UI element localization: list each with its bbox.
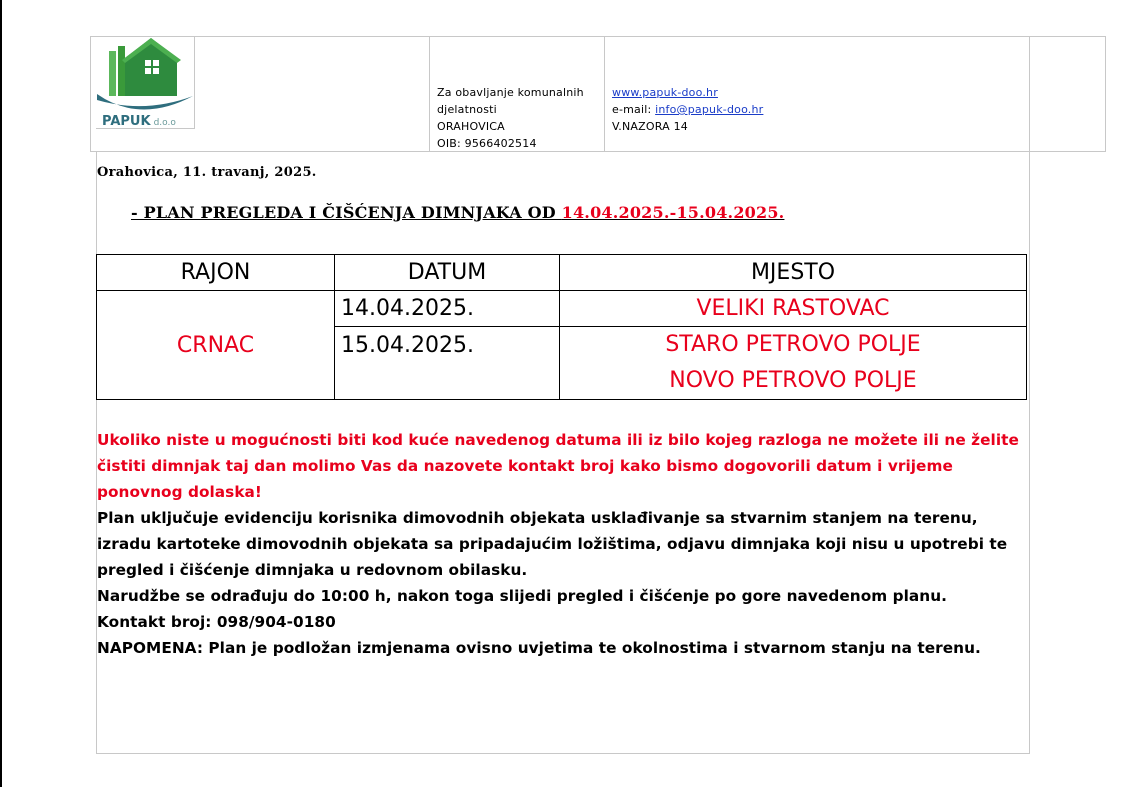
website-link[interactable]: www.papuk-doo.hr: [612, 86, 718, 99]
orders-paragraph: Narudžbe se odrađuju do 10:00 h, nakon toga slijedi pregled i čišćenje po gore navedenom planu.: [97, 587, 948, 605]
house-logo-icon: [95, 36, 195, 116]
company-logo: [95, 36, 195, 132]
warning-paragraph: Ukoliko niste u mogućnosti biti kod kuće navedenog datuma ili iz bilo kojeg razloga ne možete ili ne želite čistiti dimnjak taj dan molimo Vas da nazovete kontakt broj kako bismo dogovorili datum i vrijeme ponovnog dolaska!: [97, 431, 1019, 501]
logo-wordmark: PAPUK d.o.o: [102, 114, 176, 129]
email-label: e-mail:: [612, 103, 656, 116]
gridline: [604, 36, 605, 152]
gridline: [429, 36, 430, 152]
table-row: [97, 291, 1027, 327]
datum-cell: 14.04.2025.: [335, 291, 560, 327]
header-datum: DATUM: [335, 255, 560, 291]
company-info-line: ORAHOVICA: [437, 120, 505, 133]
gridline: [90, 36, 91, 152]
table-header-row: [97, 255, 1027, 291]
plan-paragraph: Plan uključuje evidenciju korisnika dimovodnih objekata usklađivanje sa stvarnim stanjem na terenu, izradu kartoteke dimovodnih objekata sa pripadajućim ložištima, odjavu dimnjaka koji nisu u upotrebi te pregled i čišćenje dimnjaka u redovnom obilasku.: [97, 509, 1008, 579]
header-rajon: RAJON: [97, 255, 335, 291]
schedule-table: [96, 254, 1027, 400]
mjesto-line: STARO PETROVO POLJE: [665, 332, 921, 357]
mjesto-cell: VELIKI RASTOVAC: [560, 291, 1027, 327]
header-mjesto: MJESTO: [560, 255, 1027, 291]
email-link[interactable]: info@papuk-doo.hr: [655, 103, 764, 116]
mjesto-line: NOVO PETROVO POLJE: [669, 368, 917, 393]
title-dates: 14.04.2025.-15.04.2025.: [561, 203, 785, 222]
mjesto-cell: [560, 327, 1027, 400]
company-info: [437, 84, 584, 152]
address: V.NAZORA 14: [612, 120, 688, 133]
page-edge: [0, 0, 2, 787]
gridline: [90, 36, 1106, 37]
notice-text: [97, 427, 1037, 661]
company-info-line: OIB: 9566402514: [437, 137, 537, 150]
document-title: [131, 203, 784, 222]
company-info-line: djelatnosti: [437, 103, 497, 116]
company-info-line: Za obavljanje komunalnih: [437, 86, 584, 99]
gridline: [96, 753, 1030, 754]
datum-cell: 15.04.2025.: [335, 327, 560, 400]
title-text: - PLAN PREGLEDA I ČIŠĆENJA DIMNJAKA OD: [131, 203, 562, 222]
contact-info: [612, 84, 763, 135]
document-date: Orahovica, 11. travanj, 2025.: [97, 165, 317, 180]
gridline: [1105, 36, 1106, 152]
rajon-cell: CRNAC: [97, 291, 335, 400]
gridline: [90, 151, 1106, 152]
remark-paragraph: NAPOMENA: Plan je podložan izmjenama ovisno uvjetima te okolnostima i stvarnom stanju na terenu.: [97, 639, 981, 657]
contact-number: Kontakt broj: 098/904-0180: [97, 613, 336, 631]
